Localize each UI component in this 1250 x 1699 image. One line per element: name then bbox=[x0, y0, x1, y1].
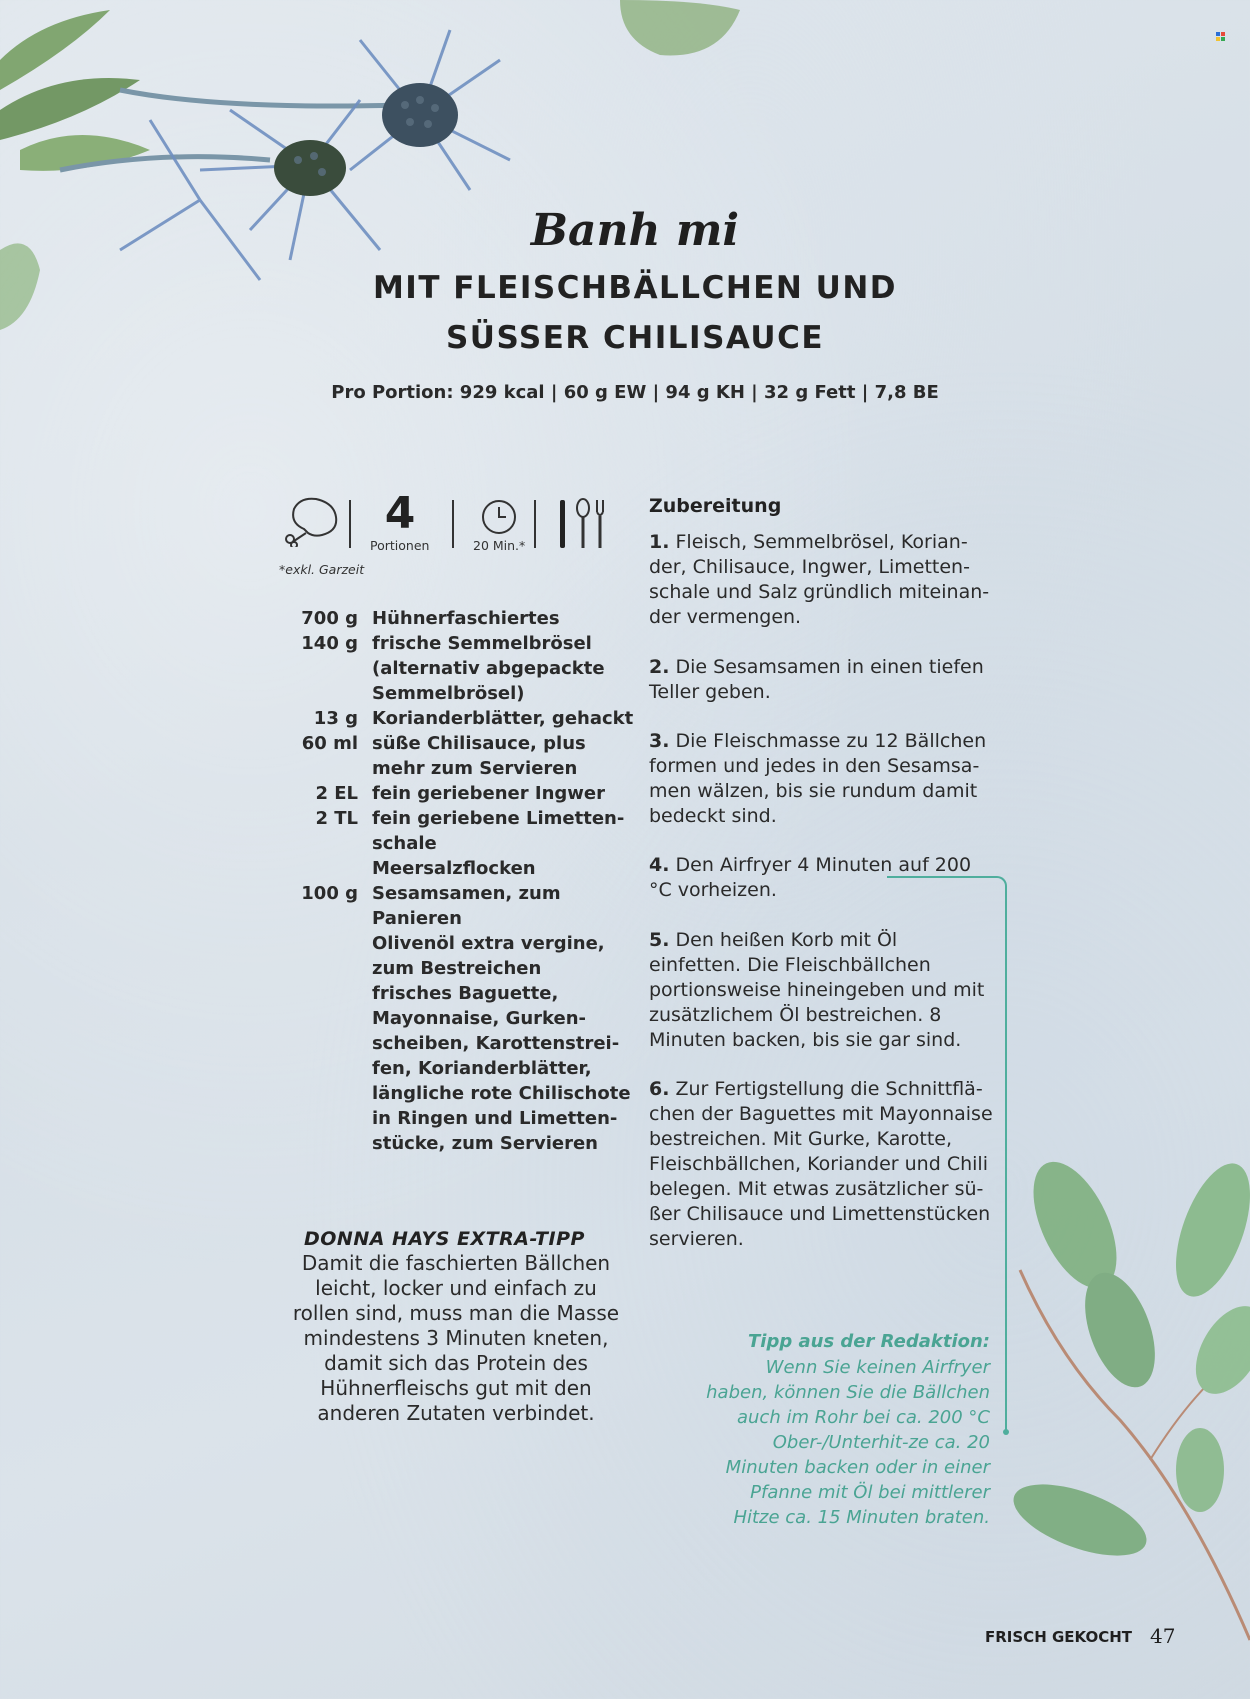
ingredient-amount: 60 ml bbox=[301, 733, 358, 754]
step-2 bbox=[649, 655, 994, 705]
ingredient-amount bbox=[250, 931, 372, 981]
step-number: 2. bbox=[649, 656, 670, 678]
step-number: 4. bbox=[649, 854, 670, 876]
ingredient-name: frisches Baguette, Mayonnaise, Gurken-scheiben, Karottenstrei-fen, Korianderblätter, längliche rote Chilischote in Ringen und Limetten-stücke, zum Servieren bbox=[372, 983, 631, 1154]
ingredient-item bbox=[250, 606, 640, 631]
ingredient-item bbox=[250, 981, 640, 1156]
color-mark-icon bbox=[1216, 32, 1225, 41]
step-text: Die Fleischmasse zu 12 Bällchen formen und jedes in den Sesamsa-men wälzen, bis sie rundum damit bedeckt sind. bbox=[649, 730, 987, 827]
divider bbox=[452, 500, 454, 548]
step-3 bbox=[649, 729, 994, 829]
ingredient-amount bbox=[250, 981, 372, 1156]
ingredient-name: Korianderblätter, gehackt bbox=[372, 708, 634, 729]
ingredient-name: süße Chilisauce, plus mehr zum Servieren bbox=[372, 733, 586, 779]
preparation-heading: Zubereitung bbox=[649, 495, 782, 517]
ingredient-name: frische Semmelbrösel (alternativ abgepackte Semmelbrösel) bbox=[372, 633, 605, 704]
ingredient-name: Meersalzflocken bbox=[372, 858, 536, 879]
section-label: FRISCH GEKOCHT bbox=[985, 1628, 1133, 1646]
ingredient-amount: 140 g bbox=[301, 633, 358, 654]
ingredient-name: Olivenöl extra vergine, zum Bestreichen bbox=[372, 933, 605, 979]
step-text: Zur Fertigstellung die Schnittflä-chen der Baguettes mit Mayonnaise bestreichen. Mit Gurke, Karotte, Fleischbällchen, Koriander und Chili belegen. Mit etwas zusätzlicher sü-ßer Chilisauce und Limettenstücken servieren. bbox=[649, 1078, 993, 1250]
redaktion-tip-title: Tipp aus der Redaktion: bbox=[748, 1331, 990, 1352]
page-number: 47 bbox=[1150, 1624, 1176, 1648]
clock-icon bbox=[480, 498, 518, 536]
recipe-title: Banh mi bbox=[530, 205, 740, 256]
eucalyptus-icon bbox=[1005, 1149, 1250, 1640]
redaktion-tip-text: Wenn Sie keinen Airfryer haben, können Sie die Bällchen auch im Rohr bei ca. 200 °C Ober-/Unterhit-ze ca. 20 Minuten backen oder in einer Pfanne mit Öl bei mittlerer Hitze ca. 15 Minuten braten. bbox=[706, 1357, 990, 1528]
drumstick-icon bbox=[280, 495, 342, 547]
ingredient-name: fein geriebene Limetten-schale bbox=[372, 808, 625, 854]
time-label: 20 Min.* bbox=[473, 538, 526, 553]
ingredient-amount: 100 g bbox=[301, 883, 358, 904]
extra-tip-title: DONNA HAYS EXTRA-TIPP bbox=[304, 1228, 585, 1250]
ingredient-amount bbox=[250, 856, 372, 881]
step-text: Fleisch, Semmelbrösel, Korian-der, Chilisauce, Ingwer, Limetten-schale und Salz gründlich miteinan-der vermengen. bbox=[649, 531, 990, 628]
ingredient-name: Sesamsamen, zum Panieren bbox=[372, 883, 561, 929]
ingredient-name: fein geriebener Ingwer bbox=[372, 783, 606, 804]
ingredient-item bbox=[250, 631, 640, 706]
ingredient-item bbox=[250, 731, 640, 781]
nutrition-info: Pro Portion: 929 kcal | 60 g EW | 94 g KH | 32 g Fett | 7,8 BE bbox=[331, 382, 939, 403]
cutlery-icon bbox=[556, 498, 610, 550]
divider bbox=[349, 500, 351, 548]
ingredient-item bbox=[250, 881, 640, 931]
ingredient-amount: 2 TL bbox=[315, 808, 358, 829]
step-text: Die Sesamsamen in einen tiefen Teller geben. bbox=[649, 656, 984, 703]
step-number: 5. bbox=[649, 929, 670, 951]
ingredient-item bbox=[250, 931, 640, 981]
step-number: 1. bbox=[649, 531, 670, 553]
tip-bracket-dot bbox=[1003, 1429, 1009, 1435]
servings-label: Portionen bbox=[370, 538, 430, 553]
step-number: 6. bbox=[649, 1078, 670, 1100]
ingredient-amount: 700 g bbox=[301, 608, 358, 629]
ingredient-amount: 2 EL bbox=[315, 783, 358, 804]
ingredient-amount: 13 g bbox=[313, 708, 358, 729]
ingredient-list bbox=[250, 606, 640, 1156]
time-footnote: *exkl. Garzeit bbox=[279, 562, 365, 577]
step-text: Den heißen Korb mit Öl einfetten. Die Fleischbällchen portionsweise hineingeben und mit zusätzlichem Öl bestreichen. 8 Minuten backen, bis sie gar sind. bbox=[649, 929, 985, 1051]
step-text: Den Airfryer 4 Minuten auf 200 °C vorheizen. bbox=[649, 854, 972, 901]
ingredient-item bbox=[250, 806, 640, 856]
ingredient-item bbox=[250, 706, 640, 731]
step-number: 3. bbox=[649, 730, 670, 752]
step-1 bbox=[649, 530, 994, 630]
recipe-subtitle-line1: MIT FLEISCHBÄLLCHEN UND bbox=[372, 270, 898, 306]
recipe-subtitle-line2: SÜSSER CHILISAUCE bbox=[445, 320, 825, 356]
ingredient-item bbox=[250, 856, 640, 881]
servings-number: 4 bbox=[384, 488, 416, 539]
divider bbox=[534, 500, 536, 548]
ingredient-item bbox=[250, 781, 640, 806]
ingredient-name: Hühnerfaschiertes bbox=[372, 608, 560, 629]
extra-tip-text: Damit die faschierten Bällchen leicht, locker und einfach zu rollen sind, muss man die Masse mindestens 3 Minuten kneten, damit sich das Protein des Hühnerfleischs gut mit den anderen Zutaten verbindet. bbox=[292, 1251, 620, 1425]
